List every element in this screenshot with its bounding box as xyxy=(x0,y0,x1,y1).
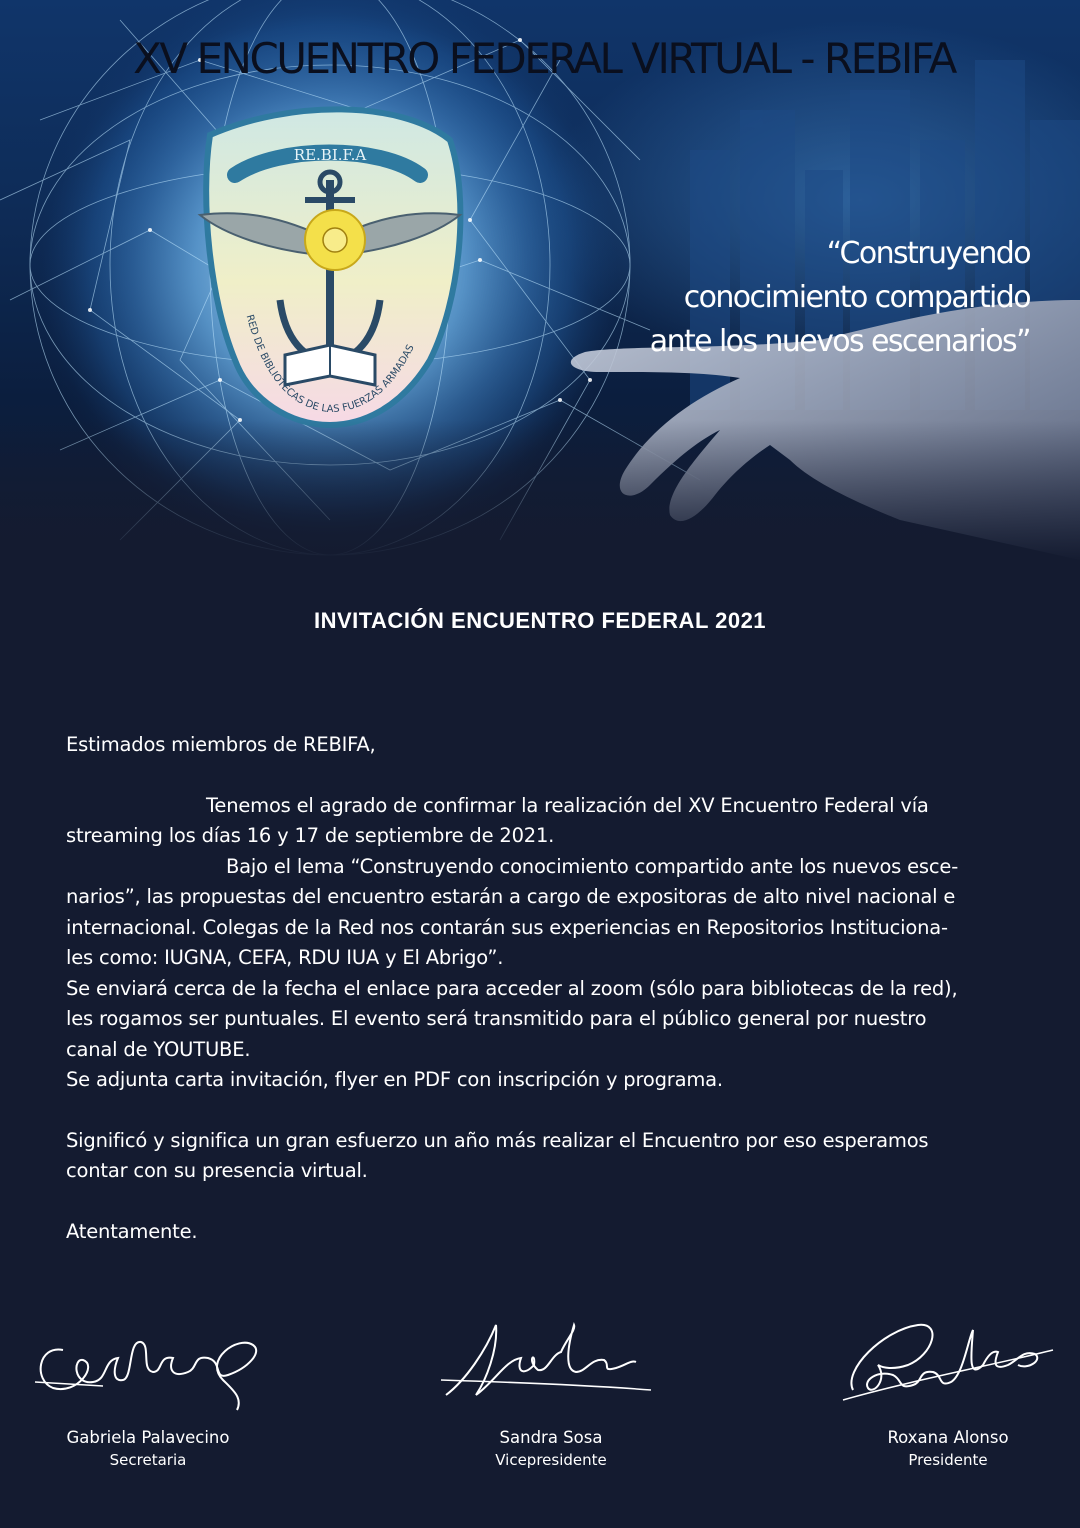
text-line: internacional. Colegas de la Red nos contarán sus experiencias en Repositorios Instituciona- xyxy=(66,915,948,939)
event-title: XV ENCUENTRO FEDERAL VIRTUAL - REBIFA xyxy=(133,34,955,83)
motto-line: conocimiento compartido xyxy=(683,280,1030,315)
motto-line: ante los nuevos escenarios” xyxy=(649,324,1030,359)
event-motto xyxy=(510,232,1030,364)
paragraph-confirmation xyxy=(66,791,1016,852)
letter-body xyxy=(66,730,1016,1247)
signatory-role: Secretaria xyxy=(109,1451,187,1469)
text-line: les rogamos ser puntuales. El evento será transmitido para el público general por nuestro xyxy=(66,1007,927,1030)
motto-line: “Construyendo xyxy=(826,236,1030,271)
signature-secretaria xyxy=(18,1310,278,1469)
text-line: Se adjunta carta invitación, flyer en PDF con inscripción y programa. xyxy=(66,1068,723,1091)
paragraph-details xyxy=(66,852,1016,1096)
hero-fade xyxy=(0,420,1080,570)
handwritten-signature xyxy=(823,1310,1073,1420)
greeting: Estimados miembros de REBIFA, xyxy=(66,733,376,756)
text-line: Tenemos el agrado de confirmar la realización del XV Encuentro Federal vía xyxy=(206,793,929,817)
text-line: Se enviará cerca de la fecha el enlace para acceder al zoom (sólo para bibliotecas de la red), xyxy=(66,976,958,1000)
text-line: canal de YOUTUBE. xyxy=(66,1037,251,1061)
handwritten-signature xyxy=(426,1310,676,1420)
signatory-role: Vicepresidente xyxy=(495,1451,607,1469)
paragraph-closing xyxy=(66,1126,1016,1187)
invitation-heading: INVITACIÓN ENCUENTRO FEDERAL 2021 xyxy=(313,608,767,633)
text-line: contar con su presencia virtual. xyxy=(66,1159,368,1182)
text-line: les como: IUGNA, CEFA, RDU IUA y El Abrigo”. xyxy=(66,946,504,969)
spacer xyxy=(66,1187,1016,1217)
signatory-role: Presidente xyxy=(908,1451,988,1469)
signatory-name: Gabriela Palavecino xyxy=(66,1428,230,1447)
closing-salutation: Atentamente. xyxy=(66,1219,198,1243)
text-line: Significó y significa un gran esfuerzo un año más realizar el Encuentro por eso esperamos xyxy=(66,1128,929,1152)
text-line: narios”, las propuestas del encuentro estarán a cargo de expositoras de alto nivel nacional e xyxy=(66,885,956,908)
spacer xyxy=(66,1096,1016,1126)
signatory-name: Roxana Alonso xyxy=(887,1428,1009,1447)
text-line: streaming los días 16 y 17 de septiembre de 2021. xyxy=(66,824,555,847)
hero-banner xyxy=(0,0,1080,570)
signatory-name: Sandra Sosa xyxy=(499,1428,603,1447)
signature-vicepresidente xyxy=(421,1310,681,1469)
logo-text-top: RE.BI.F.A xyxy=(293,146,367,164)
handwritten-signature xyxy=(23,1310,273,1420)
signature-presidente xyxy=(818,1310,1078,1469)
text-line: Bajo el lema “Construyendo conocimiento compartido ante los nuevos esce- xyxy=(226,854,959,878)
logo-text-arc: RED DE BIBLIOTECAS DE LAS FUERZAS ARMADAS xyxy=(243,313,417,416)
